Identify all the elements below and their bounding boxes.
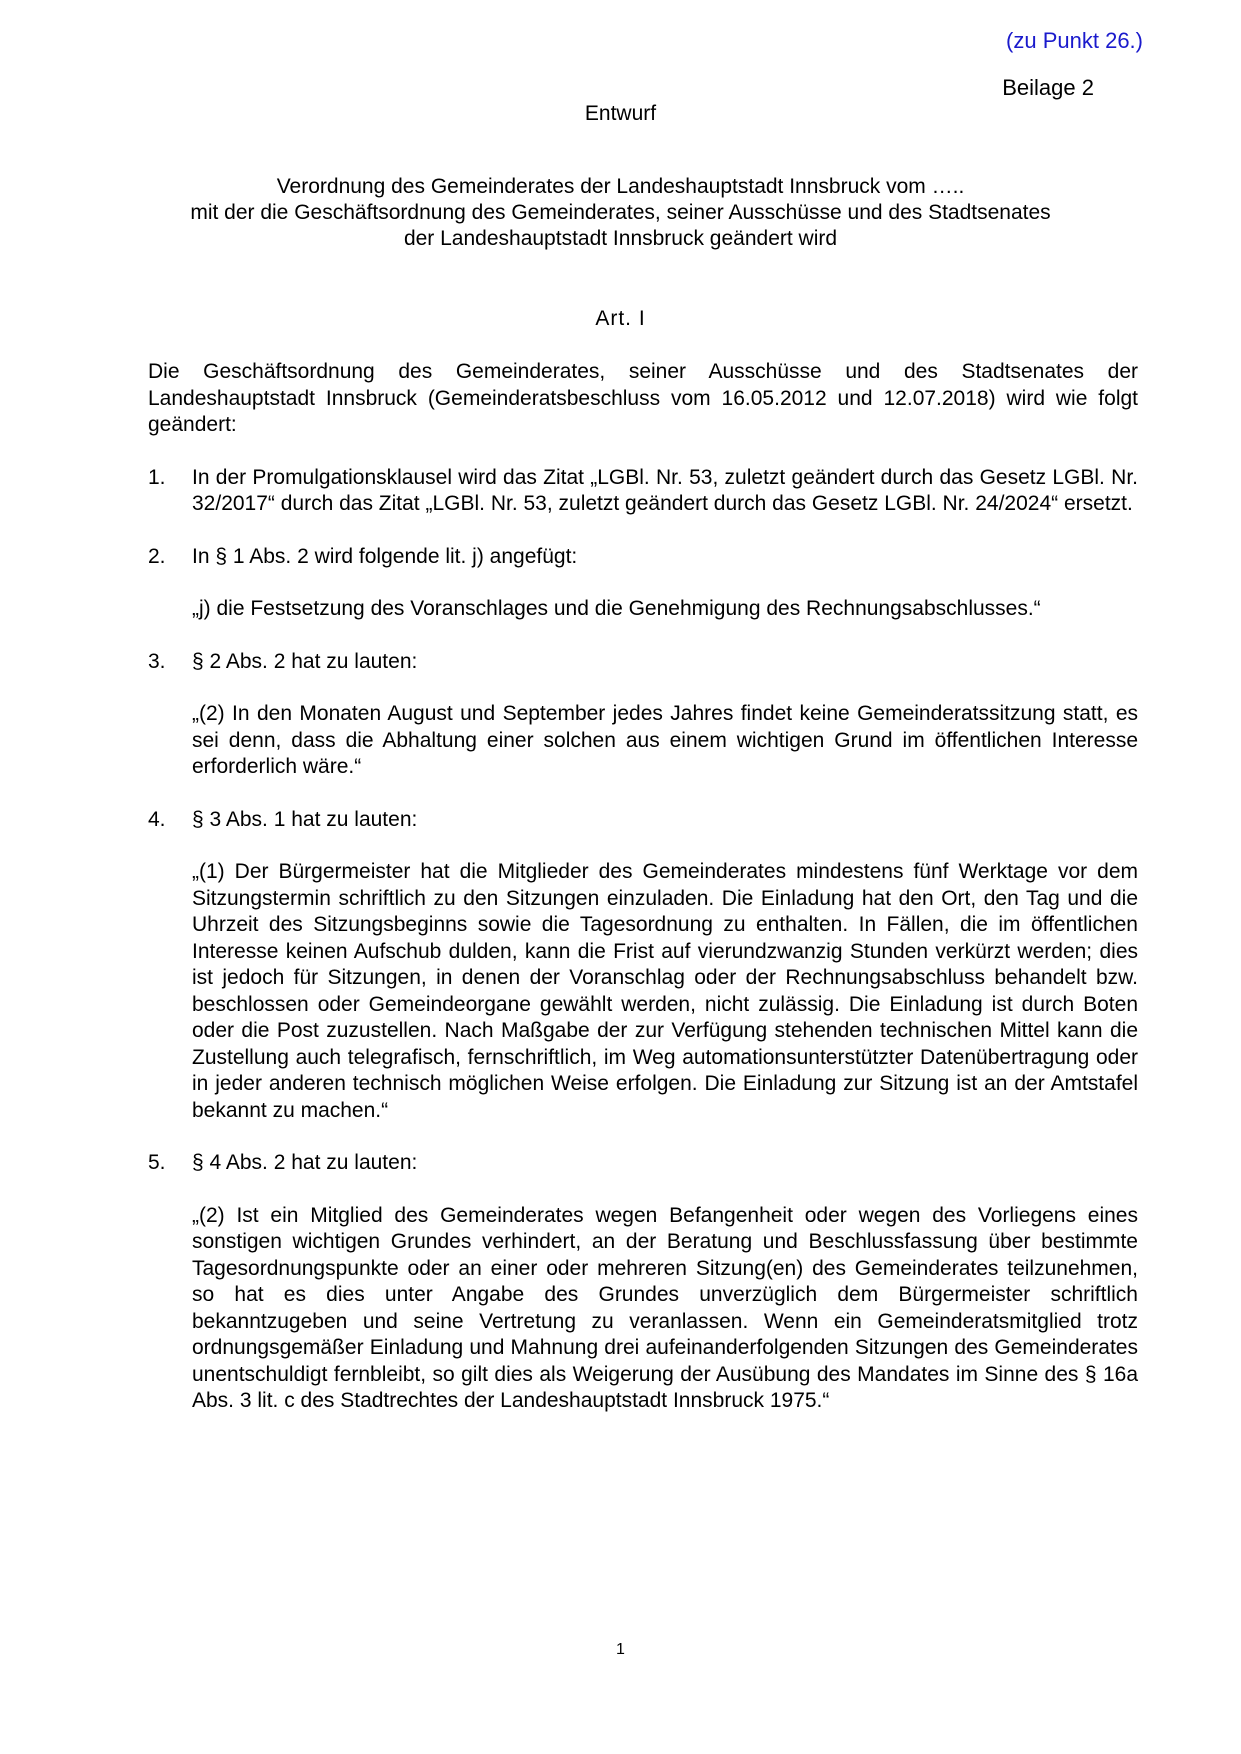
page-number: 1 (616, 1641, 625, 1658)
amendment-item-2 (148, 544, 1138, 571)
title-line-2: mit der die Geschäftsordnung des Gemeinderates, seiner Ausschüsse und des Stadtsenates (190, 201, 1051, 224)
article-body (148, 359, 1138, 1441)
agenda-reference: (zu Punkt 26.) (1006, 28, 1143, 53)
amendment-item-5 (148, 1150, 1138, 1177)
item-text: In § 1 Abs. 2 wird folgende lit. j) angefügt: (192, 544, 578, 568)
title-line-1: Verordnung des Gemeinderates der Landeshauptstadt Innsbruck vom ….. (276, 175, 965, 198)
article-heading: Art. I (595, 307, 646, 330)
amendment-quote-4: „(1) Der Bürgermeister hat die Mitglieder des Gemeinderates mindestens fünf Werktage vor dem Sitzungstermin schriftlich zu den Sitzungen einzuladen. Die Einladung hat den Ort, den Tag und die Uhrzeit des Sitzungsbeginns sowie die Tagesordnung zu enthalten. In Fällen, die im öffentlichen Interesse keinen Aufschub dulden, kann die Frist auf vierundzwanzig Stunden verkürzt werden; dies ist jedoch für Sitzungen, in denen der Voranschlag oder der Rechnungsabschluss behandelt bzw. beschlossen oder Gemeindeorgane gewählt werden, nicht zulässig. Die Einladung ist durch Boten oder die Post zuzustellen. Nach Maßgabe der zur Verfügung stehenden technischen Mittel kann die Zustellung auch telegrafisch, fernschriftlich, im Weg automationsunterstützter Datenübertragung oder in jeder anderen technisch möglichen Weise erfolgen. Die Einladung zur Sitzung ist an der Amtstafel bekannt zu machen.“ (192, 860, 1138, 1122)
item-text: § 4 Abs. 2 hat zu lauten: (192, 1151, 418, 1174)
document-title (0, 174, 1241, 252)
amendment-item-1 (148, 465, 1138, 518)
attachment-label: Beilage 2 (1002, 75, 1094, 100)
item-number: 3. (148, 649, 166, 673)
item-number: 1. (148, 465, 166, 489)
item-number: 2. (148, 544, 166, 568)
article-intro: Die Geschäftsordnung des Gemeinderates, seiner Ausschüsse und des Stadtsenates der Landeshauptstadt Innsbruck (Gemeinderatsbeschluss vom 16.05.2012 und 12.07.2018) wird wie folgt geändert: (148, 360, 1138, 436)
item-number: 5. (148, 1151, 166, 1174)
amendment-item-3 (148, 649, 1138, 676)
amendment-quote-3: „(2) In den Monaten August und September jedes Jahres findet keine Gemeinderatssitzung statt, es sei denn, dass die Abhaltung einer solchen aus einem wichtigen Grund im öffentlichen Interesse erforderlich wäre.“ (192, 702, 1138, 778)
amendment-quote-2: „j) die Festsetzung des Voranschlages und die Genehmigung des Rechnungsabschlusses.“ (192, 597, 1041, 620)
item-number: 4. (148, 807, 166, 831)
item-text: In der Promulgationsklausel wird das Zitat „LGBl. Nr. 53, zuletzt geändert durch das Gesetz LGBl. Nr. 32/2017“ durch das Zitat „LGBl. Nr. 53, zuletzt geändert durch das Gesetz LGBl. Nr. 24/2024“ ersetzt. (192, 465, 1138, 515)
item-text: § 3 Abs. 1 hat zu lauten: (192, 807, 418, 831)
title-line-3: der Landeshauptstadt Innsbruck geändert wird (403, 227, 838, 250)
item-text: § 2 Abs. 2 hat zu lauten: (192, 649, 418, 673)
draft-label: Entwurf (584, 102, 657, 125)
amendment-quote-5: „(2) Ist ein Mitglied des Gemeinderates wegen Befangenheit oder wegen des Vorliegens eines sonstigen wichtigen Grundes verhindert, an der Beratung und Beschlussfassung über bestimmte Tagesordnungspunkte oder an einer oder mehreren Sitzung(en) des Gemeinderates teilzunehmen, so hat es dies unter Angabe des Grundes unverzüglich dem Bürgermeister schriftlich bekanntzugeben und seine Vertretung zu veranlassen. Wenn ein Gemeinderatsmitglied trotz ordnungsgemäßer Einladung und Mahnung drei aufeinanderfolgenden Sitzungen des Gemeinderates unentschuldigt fernbleibt, so gilt dies als Weigerung der Ausübung des Mandates im Sinne des § 16a Abs. 3 lit. c des Stadtrechtes der Landeshauptstadt Innsbruck 1975.“ (192, 1203, 1138, 1412)
amendment-item-4 (148, 807, 1138, 834)
